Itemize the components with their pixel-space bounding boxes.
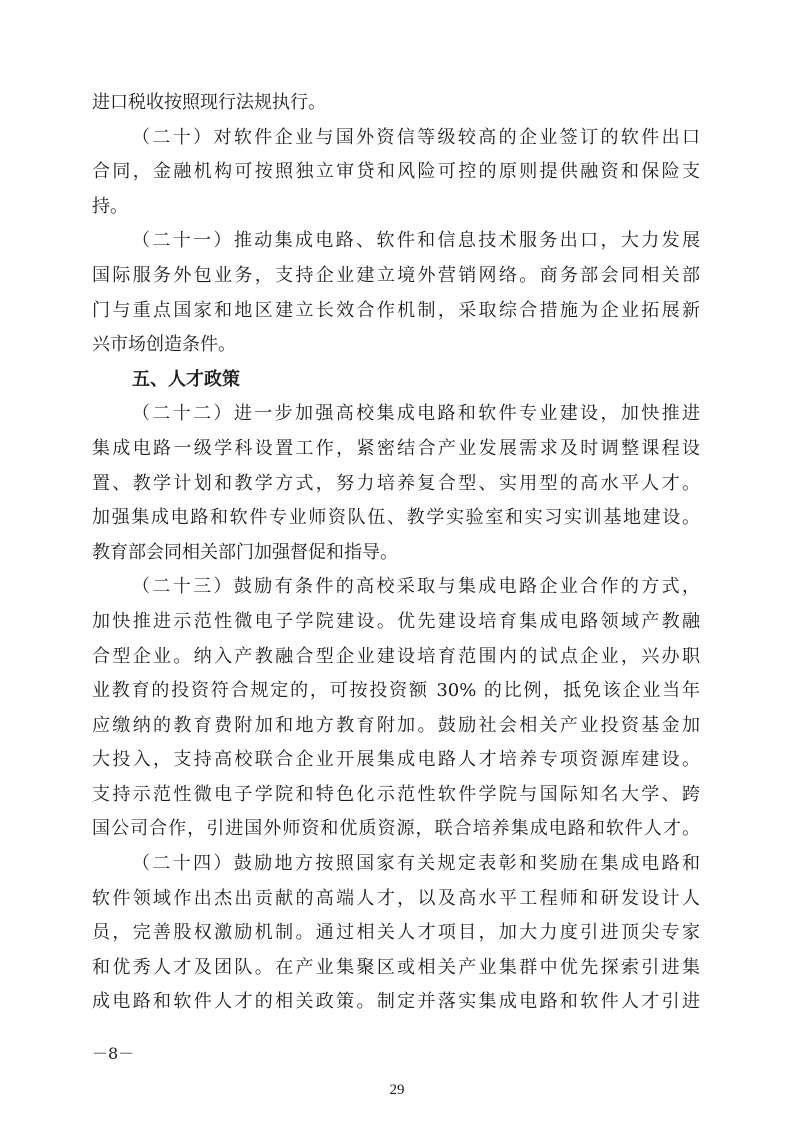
text-line: （二十二）进一步加强高校集成电路和软件专业建设，加快推进 [132,403,700,425]
text-line: 加强集成电路和软件专业师资队伍、教学实验室和实习实训基地建设。 [92,507,700,529]
text-line: 应缴纳的教育费附加和地方教育附加。鼓励社会相关产业投资基金加 [92,714,700,736]
text-line: （二十一）推动集成电路、软件和信息技术服务出口，大力发展 [132,230,700,252]
paragraph [92,86,700,121]
text-line: 员，完善股权激励机制。通过相关人才项目，加大力度引进顶尖专家 [92,922,700,944]
text-line: 大投入，支持高校联合企业开展集成电路人才培养专项资源库建设。 [92,749,700,771]
text-line: 国公司合作，引进国外师资和优质资源，联合培养集成电路和软件人才。 [92,818,700,840]
paragraph [92,121,700,225]
text-line: 教育部会同相关部门加强督促和指导。 [92,541,398,563]
text-line: 门与重点国家和地区建立长效合作机制，采取综合措施为企业拓展新 [92,299,700,321]
text-line: 合型企业。纳入产教融合型企业建设培育范围内的试点企业，兴办职 [92,645,700,667]
paragraph [92,847,700,1020]
footer-page-label: －8－ [92,1044,135,1063]
text-line: 和优秀人才及团队。在产业集聚区或相关产业集群中优先探索引进集 [92,956,700,978]
text-line: （二十四）鼓励地方按照国家有关规定表彰和奖励在集成电路和 [132,853,700,875]
text-line: （二十）对软件企业与国外资信等级较高的企业签订的软件出口 [132,126,700,148]
text-line: 置、教学计划和教学方式，努力培养复合型、实用型的高水平人才。 [92,472,700,494]
text-line: 业教育的投资符合规定的，可按投资额 30% 的比例，抵免该企业当年 [92,680,700,702]
paragraph [92,224,700,362]
paragraph [92,397,700,570]
text-line: 加快推进示范性微电子学院建设。优先建设培育集成电路领域产教融 [92,610,700,632]
text-line: （二十三）鼓励有条件的高校采取与集成电路企业合作的方式， [132,576,700,598]
text-line: 兴市场创造条件。 [92,334,236,356]
text-line: 集成电路一级学科设置工作，紧密结合产业发展需求及时调整课程设 [92,437,700,459]
text-line: 成电路和软件人才的相关政策。制定并落实集成电路和软件人才引进 [92,991,700,1013]
text-line: 进口税收按照现行法规执行。 [92,92,326,113]
document-body [92,86,700,1020]
text-line: 国际服务外包业务，支持企业建立境外营销网络。商务部会同相关部 [92,264,700,286]
paragraph [92,570,700,847]
text-line: 软件领域作出杰出贡献的高端人才，以及高水平工程师和研发设计人 [92,887,700,909]
page-number: 29 [389,1082,405,1098]
text-line: 持。 [92,195,128,217]
text-line: 支持示范性微电子学院和特色化示范性软件学院与国际知名大学、跨 [92,783,700,805]
section-heading: 五、人才政策 [132,368,240,390]
text-line: 合同，金融机构可按照独立审贷和风险可控的原则提供融资和保险支 [92,161,700,183]
